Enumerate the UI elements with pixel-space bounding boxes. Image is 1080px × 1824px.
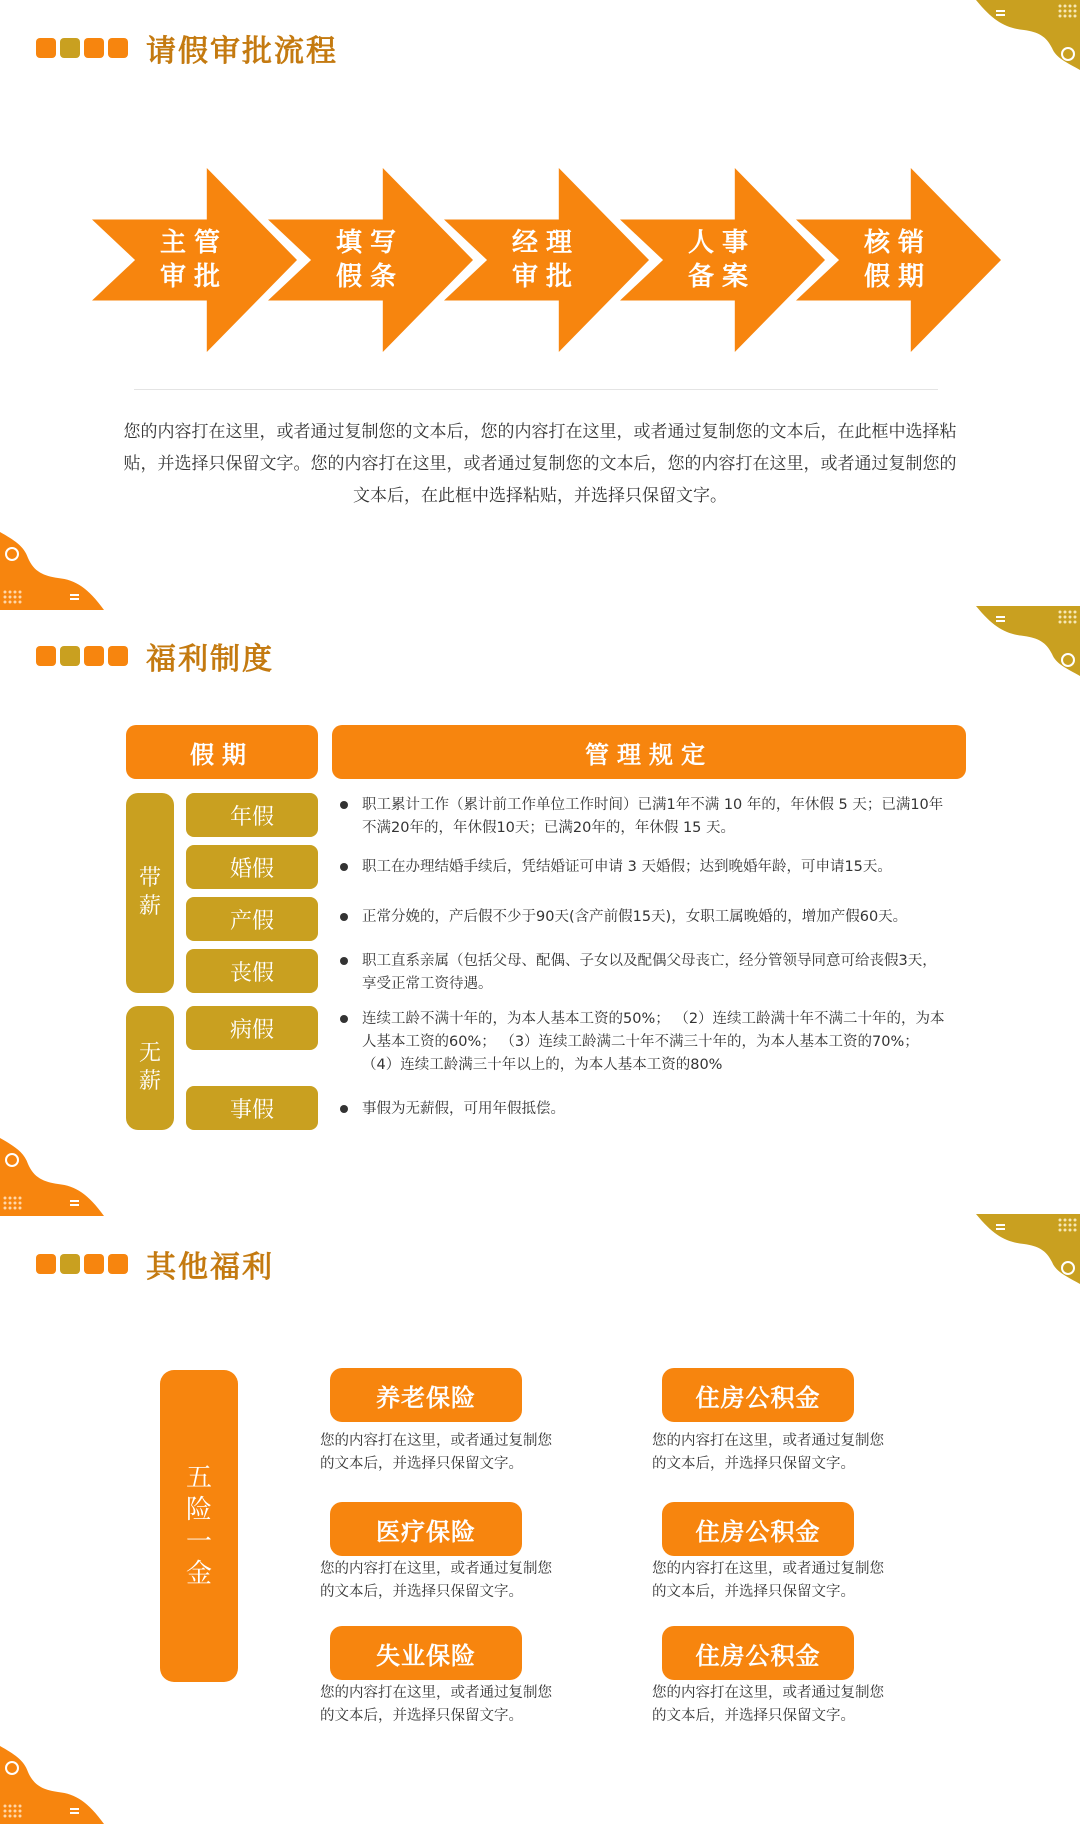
title-square-icon [36,646,56,666]
group-unpaid [126,1006,174,1130]
title-square-icon [60,38,80,58]
rule-annual [340,794,950,840]
divider [134,389,938,390]
leave-type-bereavement: 丧假 [186,949,318,993]
benefit-desc: 您的内容打在这里，或者通过复制您的文本后，并选择只保留文字。 [320,1433,552,1472]
rule-bereavement [340,950,950,996]
title-square-icon [84,38,104,58]
bullet-icon [340,1015,348,1023]
title-square-icon [60,1254,80,1274]
rule-sick [340,1008,950,1077]
section-title-text: 福利制度 [146,642,274,677]
table-header-leave: 假期 [126,725,318,779]
corner-decoration-bottom-left [0,1746,104,1824]
leave-type-maternity: 产假 [186,897,318,941]
section-title-text: 请假审批流程 [146,34,338,69]
benefit-housing-fund: 住房公积金 [662,1502,854,1556]
process-step-label: 人事 备案 [687,228,756,292]
benefit-pension: 养老保险 [330,1368,522,1422]
process-step-label: 主管 审批 [159,228,228,292]
rule-text: 事假为无薪假，可用年假抵偿。 [362,1101,565,1117]
bullet-icon [340,863,348,871]
benefit-unemployment: 失业保险 [330,1626,522,1680]
title-square-icon [108,1254,128,1274]
title-square-icon [108,646,128,666]
process-step-label: 核销 假期 [863,228,932,292]
five-insurance-label [160,1370,238,1682]
rule-text: 职工在办理结婚手续后，凭结婚证可申请 3 天婚假；达到晚婚年龄，可申请15天。 [362,859,892,875]
process-paragraph: 您的内容打在这里，或者通过复制您的文本后，您的内容打在这里，或者通过复制您的文本后，在此框中选择粘贴，并选择只保留文字。您的内容打在这里，或者通过复制您的文本后，您的内容打在这里，或者通过复制您的文本后，在此框中选择粘贴，并选择只保留文字。 [123,422,957,506]
title-square-icon [36,38,56,58]
corner-decoration-right [976,606,1080,684]
section-title-welfare [36,636,274,676]
bullet-icon [340,1105,348,1113]
benefit-housing-fund: 住房公积金 [662,1368,854,1422]
title-square-icon [108,38,128,58]
benefit-housing-fund: 住房公积金 [662,1626,854,1680]
bullet-icon [340,957,348,965]
table-header-rules: 管理规定 [332,725,966,779]
process-step-label: 经理 审批 [511,228,580,292]
benefit-desc: 您的内容打在这里，或者通过复制您的文本后，并选择只保留文字。 [652,1561,884,1600]
leave-type-annual: 年假 [186,793,318,837]
section-title-text: 其他福利 [146,1250,274,1285]
bullet-icon [340,801,348,809]
corner-decoration-left [0,1138,104,1216]
leave-type-personal: 事假 [186,1086,318,1130]
rule-marriage [340,856,950,879]
section-title-process [36,28,338,68]
leave-type-sick: 病假 [186,1006,318,1050]
section-title-other [36,1244,274,1284]
title-square-icon [60,646,80,666]
rule-text: 正常分娩的，产后假不少于90天(含产前假15天)，女职工属晚婚的，增加产假60天。 [362,909,908,925]
rule-text: 连续工龄不满十年的，为本人基本工资的50%； （2）连续工龄满十年不满二十年的，为本人基本工资的60%； （3）连续工龄满二十年不满三十年的，为本人基本工资的70%； （4）连续工龄满三十年以上的，为本人基本工资的80% [362,1011,945,1073]
benefit-medical: 医疗保险 [330,1502,522,1556]
rule-text: 职工累计工作（累计前工作单位工作时间）已满1年不满 10 年的，年休假 5 天；已满10年不满20年的，年休假10天；已满20年的，年休假 15 天。 [362,797,944,836]
benefit-desc: 您的内容打在这里，或者通过复制您的文本后，并选择只保留文字。 [652,1433,884,1472]
corner-decoration-right [976,1214,1080,1292]
benefit-desc: 您的内容打在这里，或者通过复制您的文本后，并选择只保留文字。 [652,1685,884,1724]
group-unpaid-label: 无薪 [138,1041,161,1094]
title-square-icon [84,646,104,666]
group-paid-label: 带薪 [138,866,161,919]
process-step-label: 填写 假条 [335,228,404,292]
rule-maternity [340,906,950,929]
benefit-desc: 您的内容打在这里，或者通过复制您的文本后，并选择只保留文字。 [320,1561,552,1600]
benefit-desc: 您的内容打在这里，或者通过复制您的文本后，并选择只保留文字。 [320,1685,552,1724]
title-square-icon [36,1254,56,1274]
bullet-icon [340,913,348,921]
corner-decoration-left [0,532,104,610]
corner-decoration-top-right [976,0,1080,78]
group-paid [126,793,174,993]
title-square-icon [84,1254,104,1274]
five-insurance-text: 五险一金 [185,1463,212,1589]
rule-personal [340,1098,950,1121]
leave-type-marriage: 婚假 [186,845,318,889]
rule-text: 职工直系亲属（包括父母、配偶、子女以及配偶父母丧亡，经分管领导同意可给丧假3天，享受正常工资待遇。 [362,953,937,992]
